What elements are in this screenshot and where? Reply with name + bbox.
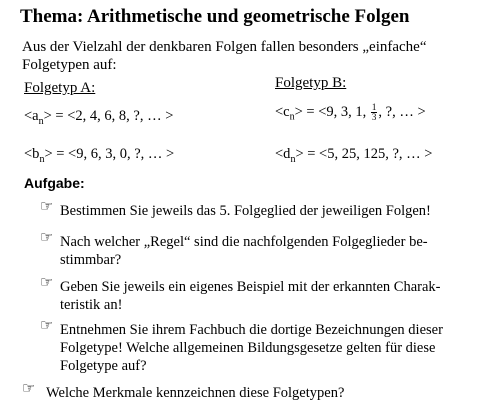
pointing-hand-icon: ☞ [22,379,36,397]
task-1: Bestimmen Sie jeweils das 5. Folgeglied der jeweiligen Folgen! [60,203,431,219]
pointing-hand-icon: ☞ [40,197,54,215]
sequence-b: $<b_n> = <9$, 6, 3, 0, ?, … > [24,146,175,165]
pointing-hand-icon: ☞ [40,316,54,334]
task-5: Welche Merkmale kennzeichnen diese Folgetypen? [46,385,345,401]
pointing-hand-icon: ☞ [40,273,54,291]
task-3: Geben Sie jeweils ein eigenes Beispiel mit der erkannten Charak- teristik an! [60,279,441,313]
task-4: Entnehmen Sie ihrem Fachbuch die dortige Bezeichnungen dieser Folgetype! Welche allgemeinen Bildungsgesetze gelten für diese Folgetype auf? [60,322,443,374]
fraction-one-third: $\frac{1}{3}$ [371,102,377,122]
sequence-c: $<c_n> = <9$, 3, 1, $\frac{1}{3}$ , ?, … > [275,102,426,123]
aufgabe-label: Aufgabe: [24,175,85,191]
pointing-hand-icon: ☞ [40,228,54,246]
page-title: Thema: Arithmetische und geometrische Folgen [20,6,410,27]
intro-text: Aus der Vielzahl der denkbaren Folgen fallen besonders „einfache“ Folgetypen auf: [22,39,427,73]
sequence-a: $<a_n> = <2$, 4, 6, 8, ?, … > [24,108,174,127]
task-2: Nach welcher „Regel“ sind die nachfolgenden Folgeglieder be- stimmbar? [60,234,428,268]
sequence-d: $<d_n> = <5$, 25, 125, ?, … > [275,146,433,165]
heading-folgetyp-b: Folgetyp B: [275,75,347,91]
heading-folgetyp-a: Folgetyp A: [24,80,96,96]
